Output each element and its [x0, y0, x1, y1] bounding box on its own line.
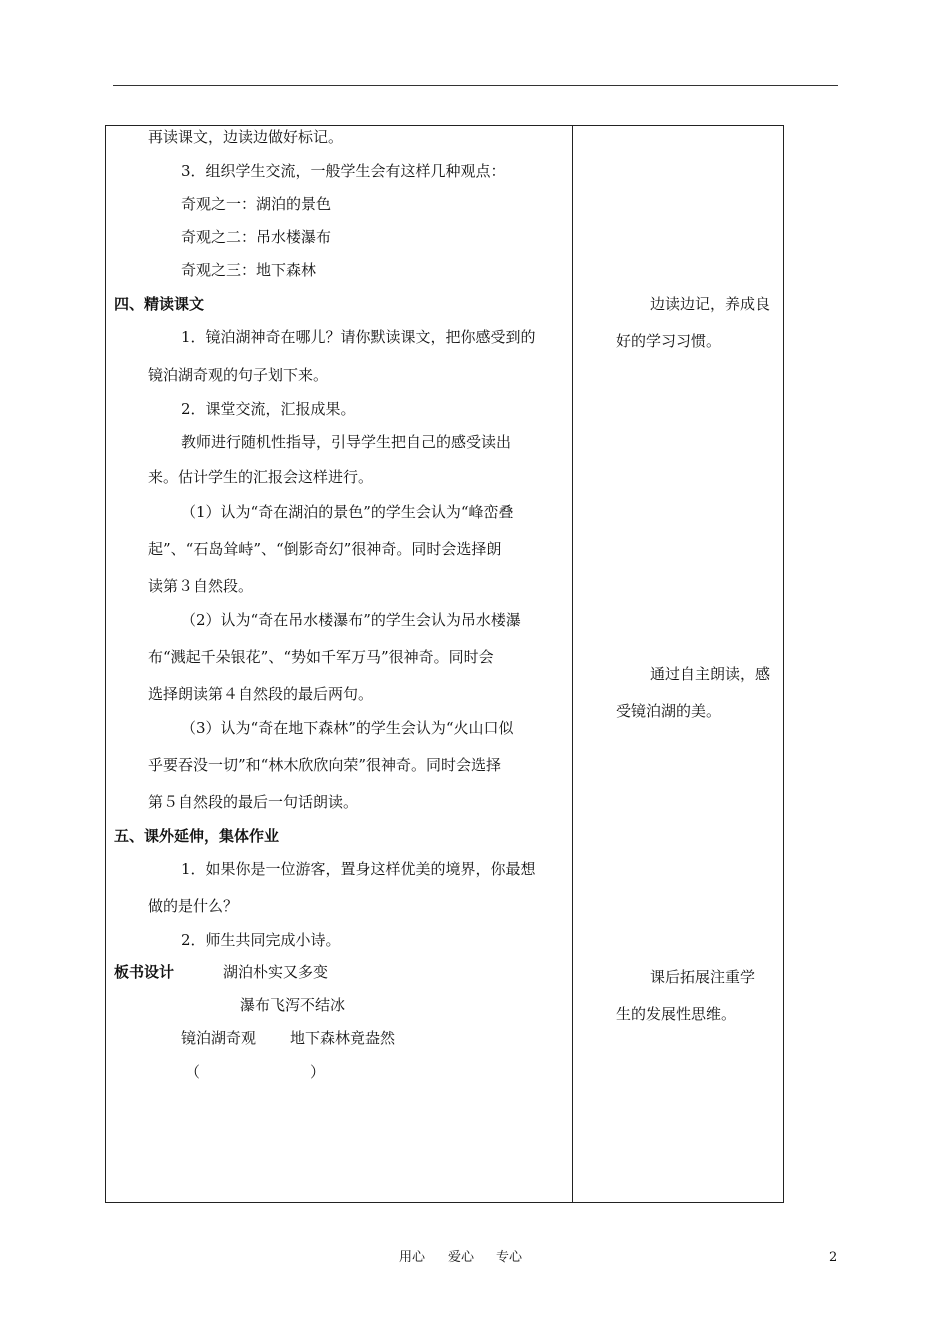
paren-close: ） — [310, 1063, 326, 1081]
note-line: 受镜泊湖的美。 — [616, 702, 722, 720]
note-line: 通过自主朗读，感 — [650, 665, 771, 683]
board-line-1: 湖泊朴实又多变 — [223, 963, 329, 981]
text-line: 起”、“石岛耸峙”、“倒影奇幻”很神奇。同时会选择朗 — [148, 540, 502, 558]
text-line: 读第３自然段。 — [148, 577, 254, 595]
text-line: 乎要吞没一切”和“林木欣欣向荣”很神奇。同时会选择 — [148, 756, 502, 774]
text-line: 教师进行随机性指导，引导学生把自己的感受读出 — [181, 433, 512, 451]
text-line: 做的是什么？ — [148, 897, 239, 915]
text-line: 布“溅起千朵银花”、“势如千军万马”很神奇。同时会 — [148, 648, 494, 666]
note-line: 课后拓展注重学 — [650, 968, 756, 986]
note-line: 边读边记，养成良 — [650, 295, 771, 313]
text-line: 奇观之三：地下森林 — [181, 261, 317, 279]
text-line: 1．镜泊湖神奇在哪儿？请你默读课文，把你感受到的 — [181, 328, 536, 346]
text-line: 选择朗读第４自然段的最后两句。 — [148, 685, 374, 703]
text-line: 镜泊湖奇观的句子划下来。 — [148, 366, 329, 384]
note-line: 生的发展性思维。 — [616, 1005, 737, 1023]
text-line: 2．师生共同完成小诗。 — [181, 931, 341, 949]
text-line: 3．组织学生交流，一般学生会有这样几种观点： — [181, 162, 506, 180]
paren-open: （ — [185, 1063, 201, 1081]
footer-motto-1: 用心 — [399, 1250, 426, 1265]
text-line: 1．如果你是一位游客，置身这样优美的境界，你最想 — [181, 860, 536, 878]
text-line: 第５自然段的最后一句话朗读。 — [148, 793, 359, 811]
board-title: 镜泊湖奇观 — [181, 1029, 257, 1047]
text-line: （1）认为“奇在湖泊的景色”的学生会认为“峰峦叠 — [181, 503, 514, 521]
text-line: 奇观之一：湖泊的景色 — [181, 195, 332, 213]
note-line: 好的学习习惯。 — [616, 332, 722, 350]
column-divider — [572, 126, 573, 1202]
header-rule — [113, 85, 838, 86]
text-line: 奇观之二：吊水楼瀑布 — [181, 228, 332, 246]
text-line: （2）认为“奇在吊水楼瀑布”的学生会认为吊水楼瀑 — [181, 611, 521, 629]
page-number: 2 — [829, 1250, 838, 1265]
board-line-2: 瀑布飞泻不结冰 — [240, 996, 346, 1014]
section-heading: 四、精读课文 — [114, 295, 205, 313]
text-line: （3）认为“奇在地下森林”的学生会认为“火山口似 — [181, 719, 514, 737]
board-line-3: 地下森林竟盎然 — [290, 1029, 396, 1047]
text-line: 2．课堂交流，汇报成果。 — [181, 400, 356, 418]
section-heading: 五、课外延伸，集体作业 — [114, 827, 280, 845]
footer-motto-3: 专心 — [496, 1250, 523, 1265]
footer-motto-2: 爱心 — [448, 1250, 475, 1265]
board-design-label: 板书设计 — [114, 963, 175, 981]
text-line: 再读课文，边读边做好标记。 — [148, 128, 344, 146]
text-line: 来。估计学生的汇报会这样进行。 — [148, 468, 374, 486]
